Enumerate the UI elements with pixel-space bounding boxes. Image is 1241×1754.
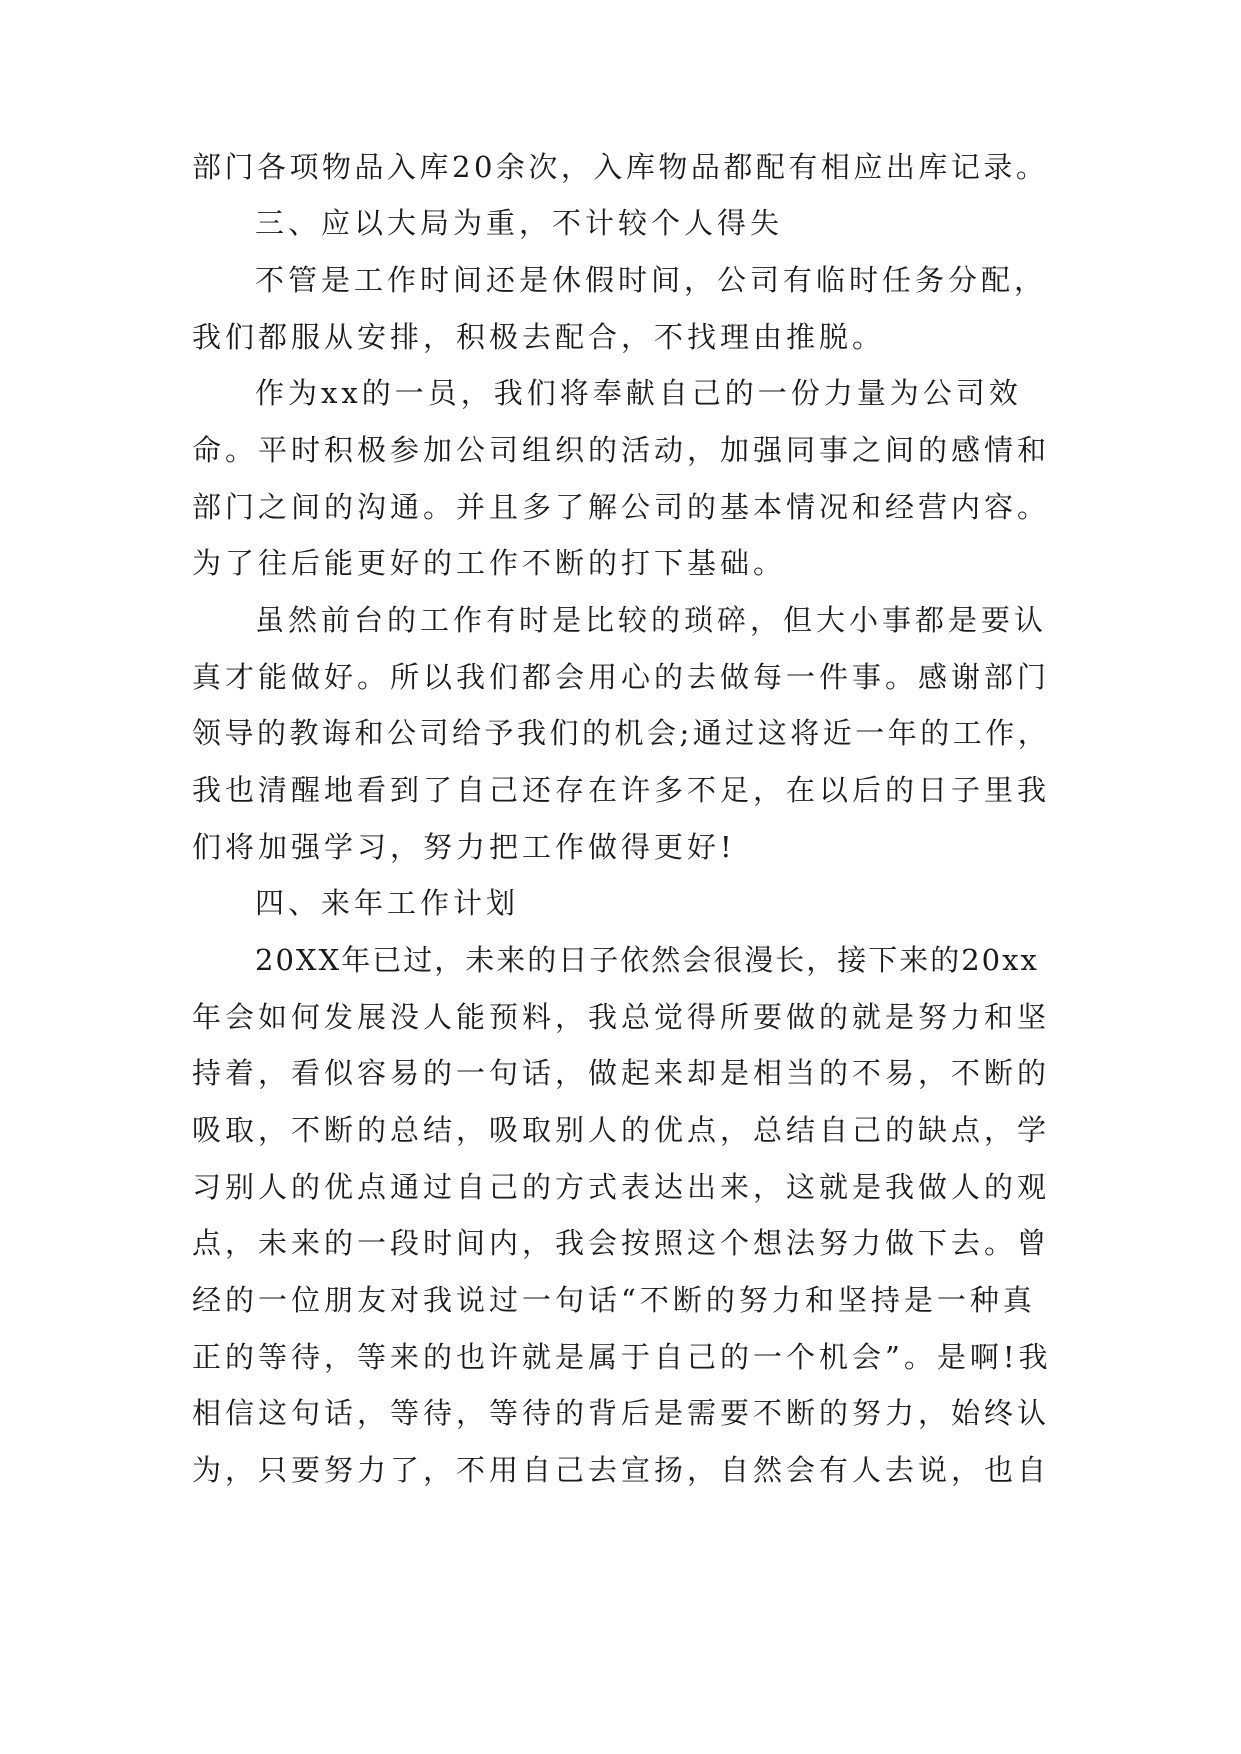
text-line-1: 部门各项物品入库20余次，入库物品都配有相应出库记录。 (192, 150, 1049, 184)
text-line-19: 习别人的优点通过自己的方式表达出来，这就是我做人的观 (192, 1170, 1051, 1204)
text-line-24: 为，只要努力了，不用自己去宣扬，自然会有人去说，也自 (192, 1453, 1051, 1487)
text-line-21: 经的一位朋友对我说过一句话“不断的努力和坚持是一种真 (192, 1283, 1036, 1317)
section-heading-3: 三、应以大局为重，不计较个人得失 (255, 206, 784, 240)
text-line-18: 吸取，不断的总结，吸取别人的优点，总结自己的缺点，学 (192, 1113, 1051, 1147)
text-line-22: 正的等待，等来的也许就是属于自己的一个机会”。是啊!我 (192, 1340, 1052, 1374)
text-line-7: 部门之间的沟通。并且多了解公司的基本情况和经营内容。 (192, 490, 1051, 524)
text-line-5: 作为xx的一员，我们将奉献自己的一份力量为公司效 (255, 376, 1022, 410)
text-line-20: 点，未来的一段时间内，我会按照这个想法努力做下去。曾 (192, 1226, 1051, 1260)
text-line-3: 不管是工作时间还是休假时间，公司有临时任务分配， (255, 263, 1048, 297)
text-line-13: 们将加强学习，努力把工作做得更好! (192, 830, 736, 864)
text-line-8: 为了往后能更好的工作不断的打下基础。 (192, 546, 787, 580)
text-line-17: 持着，看似容易的一句话，做起来却是相当的不易，不断的 (192, 1056, 1051, 1090)
text-line-15: 20XX年已过，未来的日子依然会很漫长，接下来的20xx (255, 943, 1039, 977)
text-line-23: 相信这句话，等待，等待的背后是需要不断的努力，始终认 (192, 1396, 1051, 1430)
text-line-12: 我也清醒地看到了自己还存在许多不足，在以后的日子里我 (192, 773, 1051, 807)
text-line-4: 我们都服从安排，积极去配合，不找理由推脱。 (192, 320, 886, 354)
text-line-10: 真才能做好。所以我们都会用心的去做每一件事。感谢部门 (192, 660, 1051, 694)
text-line-6: 命。平时积极参加公司组织的活动，加强同事之间的感情和 (192, 433, 1051, 467)
text-line-9: 虽然前台的工作有时是比较的琐碎，但大小事都是要认 (255, 603, 1048, 637)
text-line-16: 年会如何发展没人能预料，我总觉得所要做的就是努力和坚 (192, 1000, 1051, 1034)
section-heading-4: 四、来年工作计划 (255, 886, 520, 920)
text-line-11: 领导的教诲和公司给予我们的机会;通过这将近一年的工作， (192, 716, 1051, 750)
